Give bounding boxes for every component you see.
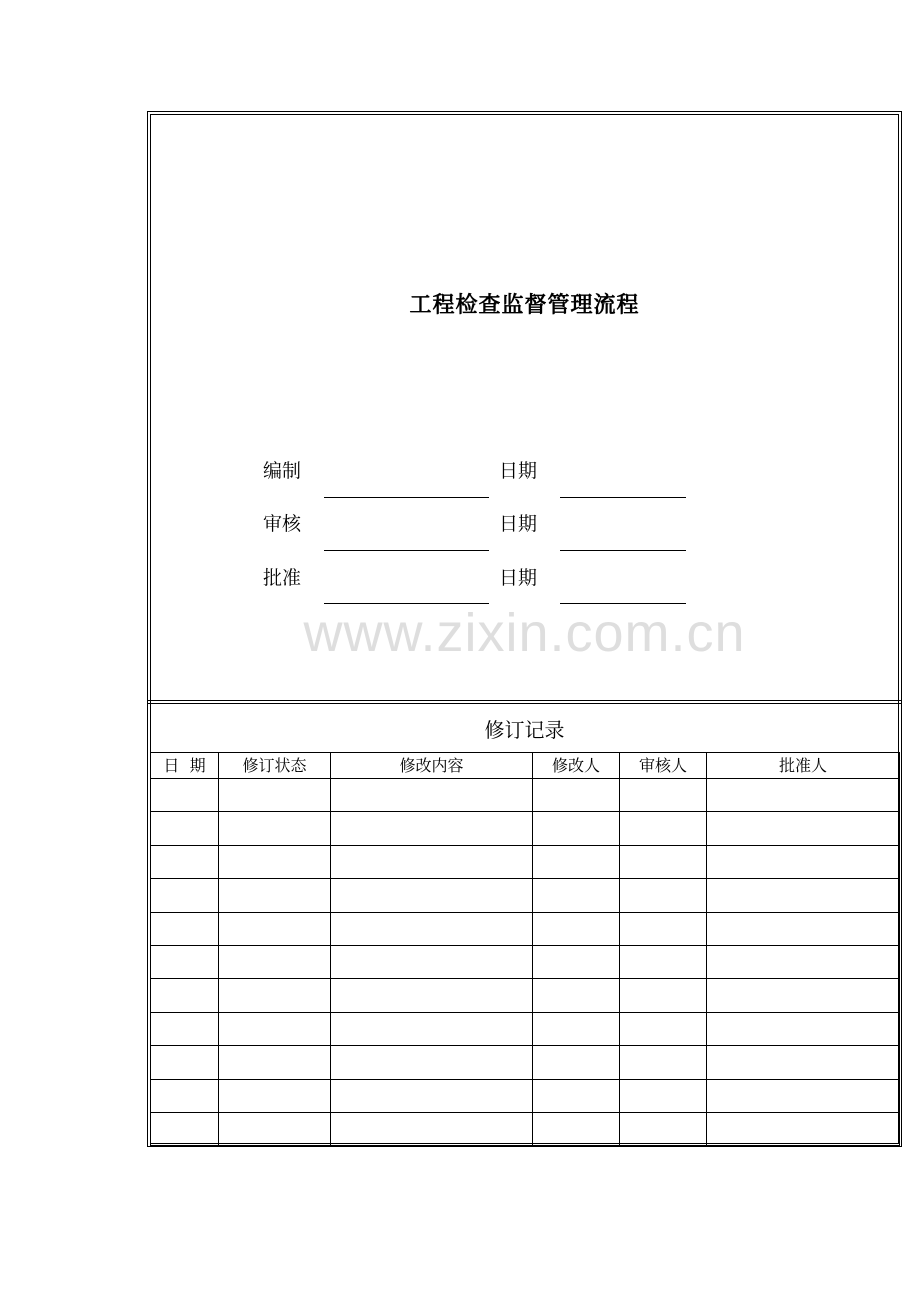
approved-by-label: 批准 — [263, 567, 302, 589]
content-cell[interactable] — [331, 845, 533, 878]
reviewer-cell[interactable] — [620, 845, 707, 878]
header-reviewed-by: 审核人 — [620, 753, 707, 779]
reviewer-cell[interactable] — [620, 1112, 707, 1145]
header-date: 日 期 — [151, 753, 219, 779]
table-row — [151, 1112, 900, 1145]
table-row — [151, 879, 900, 912]
date-cell[interactable] — [151, 879, 219, 912]
approver-cell[interactable] — [707, 979, 900, 1012]
status-cell[interactable] — [219, 979, 331, 1012]
status-cell[interactable] — [219, 912, 331, 945]
content-cell[interactable] — [331, 812, 533, 845]
modifier-cell[interactable] — [533, 1012, 620, 1045]
reviewed-by-line[interactable] — [324, 550, 489, 551]
modifier-cell[interactable] — [533, 979, 620, 1012]
status-cell[interactable] — [219, 1012, 331, 1045]
header-approved-by: 批准人 — [707, 753, 900, 779]
modifier-cell[interactable] — [533, 812, 620, 845]
reviewer-cell[interactable] — [620, 779, 707, 812]
status-cell[interactable] — [219, 1112, 331, 1145]
reviewer-cell[interactable] — [620, 1079, 707, 1112]
prepared-date-line[interactable] — [560, 497, 686, 498]
reviewer-cell[interactable] — [620, 1046, 707, 1079]
date-cell[interactable] — [151, 1079, 219, 1112]
modifier-cell[interactable] — [533, 879, 620, 912]
content-cell[interactable] — [331, 1012, 533, 1045]
approver-cell[interactable] — [707, 879, 900, 912]
status-cell[interactable] — [219, 779, 331, 812]
status-cell[interactable] — [219, 945, 331, 978]
reviewer-cell[interactable] — [620, 945, 707, 978]
table-row — [151, 945, 900, 978]
reviewer-cell[interactable] — [620, 812, 707, 845]
header-change-content: 修改内容 — [331, 753, 533, 779]
reviewed-date-label: 日期 — [499, 513, 538, 535]
date-cell[interactable] — [151, 812, 219, 845]
status-cell[interactable] — [219, 879, 331, 912]
cover-divider — [147, 700, 902, 701]
reviewed-date-line[interactable] — [560, 550, 686, 551]
status-cell[interactable] — [219, 812, 331, 845]
content-cell[interactable] — [331, 1046, 533, 1079]
table-row — [151, 779, 900, 812]
prepared-by-line[interactable] — [324, 497, 489, 498]
reviewer-cell[interactable] — [620, 1012, 707, 1045]
date-cell[interactable] — [151, 1012, 219, 1045]
content-cell[interactable] — [331, 1112, 533, 1145]
table-row — [151, 979, 900, 1012]
revision-record-table — [150, 752, 900, 1146]
revision-header-row — [151, 753, 900, 779]
revision-rows — [151, 779, 900, 1146]
cover-divider-inner — [147, 703, 902, 704]
content-cell[interactable] — [331, 979, 533, 1012]
date-cell[interactable] — [151, 945, 219, 978]
approver-cell[interactable] — [707, 1112, 900, 1145]
content-cell[interactable] — [331, 879, 533, 912]
prepared-by-label: 编制 — [263, 460, 302, 482]
approver-cell[interactable] — [707, 812, 900, 845]
date-cell[interactable] — [151, 1112, 219, 1145]
approver-cell[interactable] — [707, 945, 900, 978]
reviewer-cell[interactable] — [620, 912, 707, 945]
date-cell[interactable] — [151, 1046, 219, 1079]
status-cell[interactable] — [219, 845, 331, 878]
document-title: 工程检查监督管理流程 — [409, 293, 640, 318]
table-row — [151, 1046, 900, 1079]
table-row — [151, 1079, 900, 1112]
modifier-cell[interactable] — [533, 845, 620, 878]
approver-cell[interactable] — [707, 912, 900, 945]
prepared-date-label: 日期 — [499, 460, 538, 482]
approver-cell[interactable] — [707, 1012, 900, 1045]
header-modified-by: 修改人 — [533, 753, 620, 779]
revision-record-title: 修订记录 — [484, 718, 565, 742]
watermark: www.zixin.com.cn — [303, 603, 746, 663]
reviewed-by-label: 审核 — [263, 513, 302, 535]
date-cell[interactable] — [151, 845, 219, 878]
approver-cell[interactable] — [707, 1046, 900, 1079]
modifier-cell[interactable] — [533, 1046, 620, 1079]
reviewer-cell[interactable] — [620, 879, 707, 912]
reviewer-cell[interactable] — [620, 979, 707, 1012]
content-cell[interactable] — [331, 779, 533, 812]
modifier-cell[interactable] — [533, 1112, 620, 1145]
content-cell[interactable] — [331, 1079, 533, 1112]
table-row — [151, 845, 900, 878]
modifier-cell[interactable] — [533, 1079, 620, 1112]
approver-cell[interactable] — [707, 845, 900, 878]
approver-cell[interactable] — [707, 1079, 900, 1112]
modifier-cell[interactable] — [533, 945, 620, 978]
approved-date-label: 日期 — [499, 567, 538, 589]
status-cell[interactable] — [219, 1079, 331, 1112]
table-row — [151, 812, 900, 845]
table-row — [151, 912, 900, 945]
content-cell[interactable] — [331, 912, 533, 945]
table-row — [151, 1012, 900, 1045]
header-revision-status: 修订状态 — [219, 753, 331, 779]
status-cell[interactable] — [219, 1046, 331, 1079]
approver-cell[interactable] — [707, 779, 900, 812]
modifier-cell[interactable] — [533, 912, 620, 945]
content-cell[interactable] — [331, 945, 533, 978]
date-cell[interactable] — [151, 979, 219, 1012]
date-cell[interactable] — [151, 912, 219, 945]
modifier-cell[interactable] — [533, 779, 620, 812]
date-cell[interactable] — [151, 779, 219, 812]
